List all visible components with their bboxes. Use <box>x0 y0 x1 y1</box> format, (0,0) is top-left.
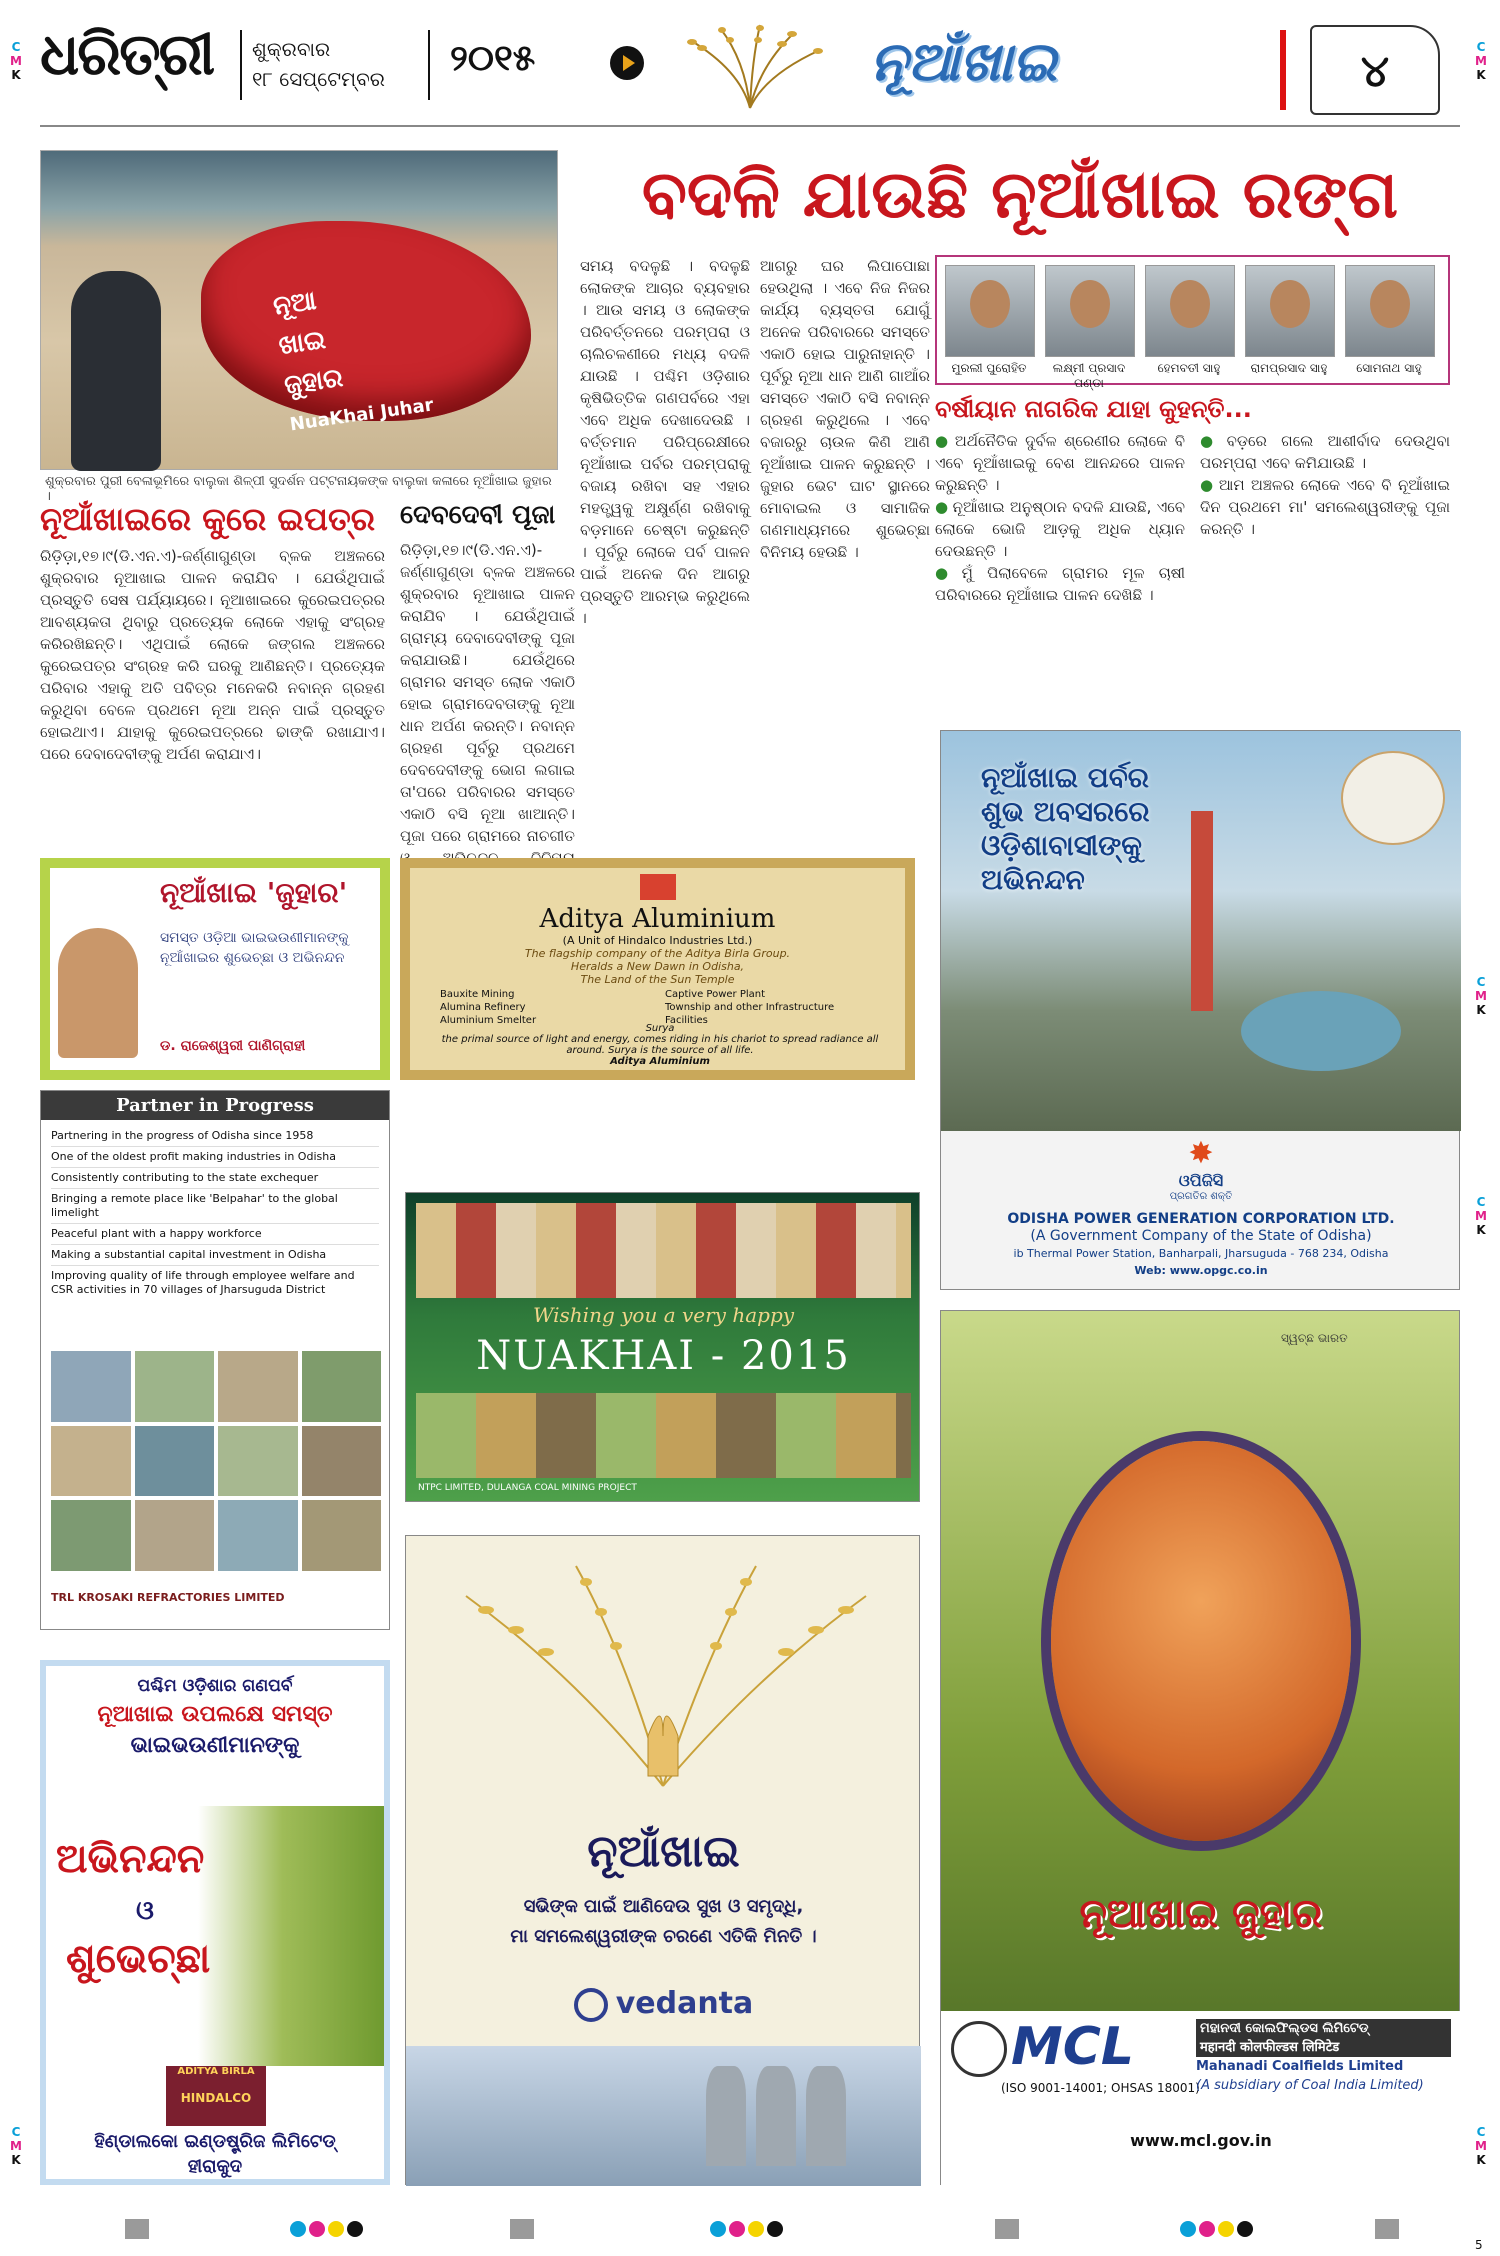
portrait-name-2: ଲକ୍ଷ୍ମୀ ପ୍ରସାଦ ପଣ୍ଡା <box>1052 361 1126 390</box>
ad3-point: Consistently contributing to the state exchequer <box>51 1168 379 1189</box>
ad2-tag3: The Land of the Sun Temple <box>580 973 735 986</box>
ad3-point: Peaceful plant with a happy workforce <box>51 1224 379 1245</box>
ad6-and: ଓ <box>136 1896 154 1926</box>
ad2-list-item: Captive Power Plant <box>665 989 766 1000</box>
ad7-brand-tag: ପ୍ରଗତିର ଶକ୍ତି <box>1169 1191 1233 1202</box>
grey-patch <box>1375 2219 1399 2239</box>
story1-body: ରିଡ଼ିଡ଼ା,୧୭।୯(ଡି.ଏନ.ଏ)-ଜର୍ଣ୍ଣାଗୁଣ୍ଡା ବ୍ଳକ ଅଞ୍ଚଳରେ ଶୁକ୍ରବାର ନୂଆଖାଇ ପାଳନ କରାଯିବ । ଯେଉଁଥିପାଇଁ ପ୍ରସ୍ତୁତି ସେଷ ପର୍ଯ୍ୟାୟରେ। ନୂଆଖାଇରେ କୁରେଇପତ୍ରର ଆବଶ୍ୟକତା ଥିବାରୁ ପ୍ରତ୍ୟେକ ଲୋକେ ଏହାକୁ ସଂଗ୍ରହ କରିରଖିଛନ୍ତି। ଏଥିପାଇଁ ଲୋକେ ଜଙ୍ଗଲ ଅଞ୍ଚଳରେ କୁରେଇପତ୍ର ସଂଗ୍ରହ କରି ଘରକୁ ଆଣିଛନ୍ତି। ପ୍ରତ୍ୟେକ ପରିବାର ଏହାକୁ ଅତି ପବିତ୍ର ମନେକରି ନବାନ୍ନ ଗ୍ରହଣ କରୁଥିବା ବେଳେ ପ୍ରଥମେ ନୂଆ ଅନ୍ନ ପାଇଁ ପ୍ରସ୍ତୁତ ହୋଇଥାଏ। ଯାହାକୁ କୁରେଇପତ୍ରରେ ଢାଙ୍କି ରଖାଯାଏ। ପରେ ଦେବାଦେବୀଙ୍କୁ ଅର୍ପଣ କରାଯାଏ। <box>40 547 385 763</box>
ad7-address: ib Thermal Power Station, Banharpali, Jharsuguda - 768 234, Odisha <box>1013 1247 1389 1260</box>
ad5-line2: ମା ସମଲେଶ୍ୱରୀଙ୍କ ଚରଣେ ଏତିକି ମିନତି । <box>510 1926 817 1947</box>
ad5-title: ନୂଆଁଖାଇ <box>587 1826 740 1877</box>
hindalco-logo-icon <box>640 874 676 900</box>
ad3-point: Partnering in the progress of Odisha since 1958 <box>51 1126 379 1147</box>
ad6-brand-top: ADITYA BIRLA <box>177 2066 255 2077</box>
sand-text-1: ନୂଆ <box>271 285 319 322</box>
ad1-sign: ଡ. ରାଜେଶ୍ୱରୀ ପାଣିଗ୍ରାହୀ <box>160 1038 306 1054</box>
main-story-col2: ଆଗରୁ ଘର ଲିପାପୋଛା ହେଉଥିଲା । ଏବେ ନିଜ ନିଜର କାର୍ଯ୍ୟ ବ୍ୟସ୍ତତା ଯୋଗୁଁ ଅନେକ ପରିବାରରେ ସମସ୍ତେ ଏକାଠି ହୋଇ ପାରୁନାହାନ୍ତି । ପୂର୍ବରୁ ନୂଆ ଧାନ ଆଣି ଗାଆଁର ସମସ୍ତେ ଏକାଠି ବସି ନବାନ୍ନ ଗ୍ରହଣ କରୁଥିଲେ । ଏବେ ବଜାରରୁ ଚାଉଳ କିଣି ଆଣି ନୂଆଁଖାଇ ପାଳନ କରୁଛନ୍ତି । ଜୁହାର ଭେଟ ଘାଟ ସ୍ଥାନରେ ମୋବାଇଲ ଓ ସାମାଜିକ ଗଣମାଧ୍ୟମରେ ଶୁଭେଚ୍ଛା ବିନିମୟ ହେଉଛି । <box>760 257 930 561</box>
portraits-heading: ବର୍ଷୀୟାନ ନାଗରିକ ଯାହା କୁହନ୍ତି... <box>935 395 1252 423</box>
ad8-brand: MCL <box>1011 2017 1135 2077</box>
rice-ear-illustration <box>426 1556 901 1796</box>
ad3-points <box>41 1120 389 1306</box>
quotes-col2 <box>1200 430 1450 720</box>
ad7-brand-odia: ଓପିଜିସି <box>1178 1171 1224 1190</box>
ad4-wish: Wishing you a very happy <box>532 1303 795 1327</box>
story1-title: ନୂଆଁଖାଇରେ କୁରେ ଇପତ୍ର <box>40 500 376 538</box>
ad6-big1: ଅଭିନନ୍ଦନ <box>56 1836 205 1882</box>
ad7-company: ODISHA POWER GENERATION CORPORATION LTD. <box>1007 1211 1395 1227</box>
coal-india-logo-icon <box>951 2021 1007 2077</box>
masthead-rule <box>40 125 1460 127</box>
ad2-tag2: Heralds a New Dawn in Odisha, <box>570 960 745 973</box>
issue-day: ଶୁକ୍ରବାର <box>252 37 331 61</box>
sand-text-3: ଜୁହାର <box>282 362 345 401</box>
cmk-mark-top-right: C M K <box>1475 40 1487 82</box>
ad7-line2: ଶୁଭ ଅବସରରେ <box>981 795 1150 828</box>
page-ref: 5 <box>1475 2238 1483 2252</box>
color-dots <box>290 2221 366 2239</box>
ad7-sub: (A Government Company of the State of Odisha) <box>1030 1228 1372 1244</box>
portrait-1 <box>945 265 1035 357</box>
ad8-deity-image <box>1051 1441 1351 1841</box>
main-headline: ବଦଳି ଯାଉଛି ନୂଆଁଖାଇ ରଙ୍ଗ <box>641 155 1399 233</box>
cmk-mark-bottom-right: C M K <box>1475 2125 1487 2167</box>
ad2-surya: Surya <box>645 1023 675 1034</box>
ad2-company: Aditya Aluminium <box>539 904 776 934</box>
ad5-industrial-photo <box>406 2046 921 2186</box>
ad-mcl[interactable] <box>940 1310 1460 2185</box>
ad2-sub: (A Unit of Hindalco Industries Ltd.) <box>562 934 753 947</box>
ad6-line1: ପଶ୍ଚିମ ଓଡ଼ିଶାର ଗଣପର୍ବ <box>137 1676 293 1696</box>
ad2-list <box>440 988 880 1027</box>
issue-year: ୨୦୧୫ <box>450 38 536 79</box>
portraits-panel <box>935 255 1450 390</box>
ad8-logo-small: ସ୍ୱଚ୍ଛ ଭାରତ <box>1281 1331 1348 1345</box>
ad3-photo-grid <box>51 1351 381 1571</box>
grey-patch <box>125 2219 149 2239</box>
section-title: ନୂଆଁଖାଇ <box>870 30 1058 93</box>
ad6-brand-mid: HINDALCO <box>180 2091 252 2105</box>
portrait-name-5: ସୋମନାଥ ସାହୁ <box>1356 361 1422 375</box>
portrait-name-3: ହେମବତୀ ସାହୁ <box>1157 361 1221 375</box>
ad8-company-odia: ମହାନଦୀ କୋଲଫିଲ୍ଡସ ଲିମିଟେଡ୍ <box>1196 2019 1451 2038</box>
ad7-line4: ଅଭିନନ୍ଦନ <box>981 863 1085 896</box>
sand-text-2: ଖାଇ <box>276 324 328 362</box>
story2-body: ରିଡ଼ିଡ଼ା,୧୭।୯(ଡି.ଏନ.ଏ)-ଜର୍ଣ୍ଣାଗୁଣ୍ଡା ବ୍ଳକ ଅଞ୍ଚଳରେ ଶୁକ୍ରବାର ନୂଆଖାଇ ପାଳନ କରାଯିବ । ଯେଉଁଥିପାଇଁ ଗ୍ରାମ୍ୟ ଦେବାଦେବୀଙ୍କୁ ପୂଜା କରାଯାଉଛି। ଯେଉଁଥିରେ ଗ୍ରାମର ସମସ୍ତ ଲୋକ ଏକାଠି ହୋଇ ଗ୍ରାମଦେବତାଙ୍କୁ ନୂଆ ଧାନ ଅର୍ପଣ କରନ୍ତି। ନବାନ୍ନ ଗ୍ରହଣ ପୂର୍ବରୁ ପ୍ରଥମେ ଦେବଦେବୀଙ୍କୁ ଭୋଗ ଲଗାଇ ତା'ପରେ ପରିବାରର ସମସ୍ତେ ଏକାଠି ବସି ନୂଆ ଖାଆନ୍ତି। ପୂଜା ପରେ ଗ୍ରାମରେ ନାଚଗୀତ <box>400 541 575 845</box>
masthead <box>40 20 1460 120</box>
color-dots <box>710 2221 786 2239</box>
quote-4: ● ବଡ଼ରେ ଗଲେ ଆଶୀର୍ବାଦ ଦେଉଥିବା ପରମ୍ପରା ଏବେ କମିଯାଉଛି । <box>1200 430 1450 474</box>
ad-nuakhai-juhar[interactable] <box>40 858 390 1080</box>
ad2-list-item: Aluminium Smelter <box>440 1015 537 1026</box>
cmk-mark-top-left: C M K <box>10 40 22 82</box>
lead-photo-caption: ଶୁକ୍ରବାର ପୁରୀ ବେଳାଭୂମିରେ ବାଲୁକା ଶିଳ୍ପୀ ସୁଦର୍ଶନ ପଟ୍ଟନାୟକଙ୍କ ବାଲୁକା କଳାରେ ନୂଆଁଖାଇ ଜୁହାର । <box>45 474 552 504</box>
ad2-sign: Aditya Aluminium <box>610 1056 710 1067</box>
ad5-brand-text: vedanta <box>615 1986 754 2021</box>
print-marks-footer <box>40 2215 1460 2245</box>
ad6-line3: ଭାଇଭଉଣୀମାନଙ୍କୁ <box>130 1733 300 1758</box>
ad8-cert: (ISO 9001-14001; OHSAS 18001) <box>1001 2081 1200 2095</box>
portrait-2 <box>1045 265 1135 357</box>
ad-trl-krosaki[interactable] <box>40 1090 390 1630</box>
rice-sheaf-icon <box>670 20 830 110</box>
portrait-name-4: ରାମପ୍ରସାଦ ସାହୁ <box>1250 361 1328 375</box>
quote-5: ● ଆମ ଅଞ୍ଚଳର ଲୋକେ ଏବେ ବି ନୂଆଁଖାଇ ଦିନ ପ୍ରଥମେ ମା' ସମଲେଶ୍ୱରୀଙ୍କୁ ପୂଜା କରନ୍ତି । <box>1200 474 1450 540</box>
portrait-5 <box>1345 265 1435 357</box>
ad3-point: Bringing a remote place like 'Belpahar' to the global limelight <box>51 1189 379 1224</box>
quote-1: ● ଅର୍ଥନୈତିକ ଦୁର୍ବଳ ଶ୍ରେଣୀର ଲୋକେ ବି ଏବେ ନୂଆଁଖାଇକୁ ବେଶ ଆନନ୍ଦରେ ପାଳନ କରୁଛନ୍ତି । <box>935 430 1185 496</box>
ad7-web: Web: www.opgc.co.in <box>1134 1264 1268 1277</box>
ad8-company-hindi: महानदी कोलफील्डस लिमिटेड <box>1196 2038 1451 2057</box>
ad7-line3: ଓଡ଼ିଶାବାସୀଙ୍କୁ <box>981 829 1142 862</box>
quote-2: ● ନୂଆଁଖାଇ ଅନୁଷ୍ଠାନ ବଦଳି ଯାଉଛି, ଏବେ ଲୋକେ ଭୋଜି ଆଡ଼କୁ ଅଧିକ ଧ୍ୟାନ ଦେଉଛନ୍ତି । <box>935 496 1185 562</box>
ad6-line2: ନୂଆଖାଇ ଉପଲକ୍ଷେ ସମସ୍ତ <box>97 1702 333 1727</box>
ad4-photo-strip-2 <box>416 1393 911 1478</box>
ad7-line1: ନୂଆଁଖାଇ ପର୍ବର <box>981 761 1150 794</box>
ad8-slogan: ନୂଆଖାଇ ଜୁହାର <box>1079 1891 1323 1937</box>
cmk-mark-mid-right: C M K <box>1475 975 1487 1017</box>
ad2-list-item: Bauxite Mining <box>440 989 515 1000</box>
ad1-title: ନୂଆଁଖାଇ 'ଜୁହାର' <box>160 876 348 909</box>
grey-patch <box>995 2219 1019 2239</box>
ad6-company: ହିଣ୍ଡାଲକୋ ଇଣ୍ଡଷ୍ଟ୍ରିଜ ଲିମିଟେଡ୍ <box>94 2131 336 2152</box>
vedanta-logo-icon <box>574 1988 608 2022</box>
quote-3: ● ମୁଁ ପିଲାବେଳେ ଗ୍ରାମର ମୂଳ ଚାଷୀ ପରିବାରରେ ନୂଆଁଖାଇ ପାଳନ ଦେଖିଛି । <box>935 562 1185 606</box>
story2-title: ଦେବଦେବୀ ପୂଜା <box>400 500 556 530</box>
portrait-4 <box>1245 265 1335 357</box>
ad-aditya-aluminium[interactable] <box>400 858 915 1080</box>
ad2-list-item: Alumina Refinery <box>440 1002 526 1013</box>
cmk-mark-bottom-left: C M K <box>10 2125 22 2167</box>
main-story-col1: ସମୟ ବଦଳୁଛି । ବଦଳୁଛି ଲୋକଙ୍କ ଆଚାର ବ୍ୟବହାର । ଆଉ ସମୟ ଓ ଲୋକଙ୍କ ପରିବର୍ତ୍ତନରେ ପରମ୍ପରା ଓ ଚାଲିଚଳଣୀରେ ମଧ୍ୟ ବଦଳି ଯାଉଛି । ପଶ୍ଚିମ ଓଡ଼ିଶାର କୃଷିଭିତ୍ତିକ ଗଣପର୍ବରେ ଏହା ଏବେ ଅଧିକ ଦେଖାଦେଉଛି । ବର୍ତ୍ତମାନ ପରିପ୍ରେକ୍ଷୀରେ ନୂଆଁଖାଇ ପର୍ବର ପରମ୍ପରାକୁ ବଜାୟ ରଖିବା ସହ ଏହାର ମହତ୍ତ୍ୱକୁ ଅକ୍ଷୁର୍ଣ୍ଣ ରଖିବାକୁ ବଡ଼ମାନେ ଚେଷ୍ଟା କରୁଛନ୍ତି । ପୂର୍ବରୁ ଲୋକେ ପର୍ବ ପାଳନ ପାଇଁ ଅନେକ ଦିନ ଆଗରୁ ପ୍ରସ୍ତୁତି ଆରମ୍ଭ କରୁଥିଲେ । <box>580 257 750 627</box>
ad6-place: ହୀରାକୁଦ <box>187 2156 243 2177</box>
ad4-title: NUAKHAI - 2015 <box>476 1333 851 1379</box>
ad-opgc[interactable] <box>940 730 1460 1290</box>
ad4-credit: NTPC LIMITED, DULANGA COAL MINING PROJECT <box>418 1483 637 1493</box>
opgc-logo-icon: ✸ <box>1188 1136 1214 1171</box>
ad-hindalco-hirakud[interactable] <box>40 1660 390 2185</box>
masthead-divider <box>1280 30 1286 110</box>
ad5-brand <box>406 1986 921 2022</box>
ad3-point: Making a substantial capital investment in Odisha <box>51 1245 379 1266</box>
ad7-deity-icon <box>1341 751 1445 845</box>
ad2-tag1: The flagship company of the Aditya Birla Group. <box>524 947 791 960</box>
play-icon <box>610 46 644 80</box>
cmk-mark-right-2: C M K <box>1475 1195 1487 1237</box>
ad1-portrait <box>58 928 138 1058</box>
ad5-line1: ସଭିଙ୍କ ପାଇଁ ଆଣିଦେଉ ସୁଖ ଓ ସମୃଦ୍ଧି, <box>523 1896 804 1917</box>
ad-ntpc-nuakhai[interactable] <box>405 1192 920 1502</box>
page-number: ୪ <box>1310 25 1440 115</box>
issue-date: ୧୮ ସେପ୍ଟେମ୍ବର <box>252 67 385 91</box>
ad1-body: ସମସ୍ତ ଓଡ଼ିଆ ଭାଇଭଉଣୀମାନଙ୍କୁ ନୂଆଁଖାଇର ଶୁଭେଚ୍ଛା ଓ ଅଭିନନ୍ଦନ <box>160 930 349 966</box>
quotes-col1 <box>935 430 1185 720</box>
story-deva-puja <box>400 500 575 869</box>
ad8-company-en: Mahanadi Coalfields Limited <box>1196 2059 1404 2074</box>
hindalco-logo <box>166 2066 266 2126</box>
story-kurei-patra <box>40 500 385 875</box>
ad3-point: One of the oldest profit making industries in Odisha <box>51 1147 379 1168</box>
portrait-name-1: ମୁରଲୀ ପୁରୋହିତ <box>951 361 1027 375</box>
lead-photo[interactable] <box>40 150 558 470</box>
grey-patch <box>510 2219 534 2239</box>
sand-artist-figure <box>71 271 161 471</box>
ad6-big2: ଶୁଭେଚ୍ଛା <box>66 1936 211 1982</box>
ad3-company: TRL KROSAKI REFRACTORIES LIMITED <box>51 1591 285 1604</box>
ad8-sub: (A subsidiary of Coal India Limited) <box>1196 2078 1424 2093</box>
ad2-quote: the primal source of light and energy, comes riding in his chariot to spread radiance all around. Surya is the source of all life. <box>441 1034 879 1056</box>
ad8-web: www.mcl.gov.in <box>1130 2131 1272 2150</box>
ad3-point: Improving quality of life through employee welfare and CSR activities in 70 villages of Jharsuguda District <box>51 1269 355 1296</box>
ad-vedanta[interactable] <box>405 1535 920 2185</box>
ad2-list-item: Township and other Infrastructure Facilities <box>665 1002 835 1026</box>
date-box <box>240 30 430 100</box>
sand-sculpture <box>201 221 531 436</box>
ad4-photo-strip <box>416 1203 911 1298</box>
ad3-title: Partner in Progress <box>41 1091 389 1120</box>
color-dots <box>1180 2221 1256 2239</box>
sand-text-latin: NuaKhai Juhar <box>288 394 435 436</box>
newspaper-logo[interactable]: ଧରିତ୍ରୀ <box>40 20 214 88</box>
portrait-3 <box>1145 265 1235 357</box>
